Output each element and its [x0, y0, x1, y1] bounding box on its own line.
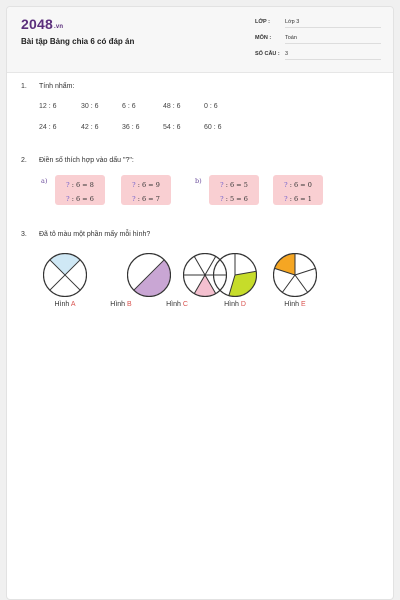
expression: 42 : 6 [81, 124, 99, 131]
expression: 54 : 6 [163, 124, 181, 131]
meta-value-subject: Toán [285, 35, 381, 44]
question-number: 1. [21, 83, 27, 90]
equation-box [121, 175, 171, 205]
caption-letter: D [240, 301, 246, 308]
figure-e [273, 253, 317, 297]
equation-line [273, 181, 323, 189]
expression: 0 : 6 [204, 103, 218, 110]
question-text: Điền số thích hợp vào dấu "?": [39, 157, 134, 164]
question-3 [21, 231, 150, 238]
logo-suffix: .vn [53, 24, 64, 30]
question-text: Đã tô màu một phần mấy mỗi hình? [39, 231, 151, 238]
caption-word: Hình [284, 301, 300, 308]
question-1 [21, 83, 74, 90]
shaded-sector [134, 260, 170, 296]
logo[interactable] [21, 16, 63, 32]
divider-line [295, 275, 308, 292]
expression: 60 : 6 [204, 124, 222, 131]
question-number: 2. [21, 157, 27, 164]
caption-letter: B [127, 301, 132, 308]
equation-rest: : 6 = 6 [69, 195, 94, 203]
logo-text: 2048 [21, 16, 53, 32]
worksheet-title: Bài tập Bảng chia 6 có đáp án [21, 37, 135, 46]
figure-caption-c [147, 301, 207, 308]
meta-value-class: Lớp 3 [285, 19, 381, 28]
equation-line [273, 195, 323, 203]
blank-mark[interactable]: ? [284, 195, 288, 203]
worksheet [6, 6, 394, 600]
blank-mark[interactable]: ? [220, 181, 224, 189]
equation-line [121, 195, 171, 203]
expression: 12 : 6 [39, 103, 57, 110]
expression: 6 : 6 [122, 103, 136, 110]
divider-line [295, 268, 315, 275]
blank-mark[interactable]: ? [132, 195, 136, 203]
equation-rest: : 5 = 6 [223, 195, 248, 203]
figure-b [127, 253, 171, 297]
figure-caption-b [91, 301, 151, 308]
figure-caption-a [35, 301, 95, 308]
part-b-label: b) [195, 177, 202, 185]
caption-letter: A [70, 301, 76, 308]
figure-d [213, 253, 257, 297]
caption-letter: E [301, 301, 306, 308]
question-text: Tính nhẩm: [39, 83, 75, 90]
worksheet-header [7, 7, 393, 73]
equation-line [121, 181, 171, 189]
caption-word: Hình [110, 301, 126, 308]
figure-caption-d [205, 301, 265, 308]
equation-rest: : 6 = 9 [135, 181, 160, 189]
divider-line [282, 275, 295, 292]
blank-mark[interactable]: ? [66, 195, 70, 203]
question-2 [21, 157, 134, 164]
expression: 48 : 6 [163, 103, 181, 110]
equation-rest: : 6 = 0 [287, 181, 312, 189]
equation-line [55, 181, 105, 189]
expression: 36 : 6 [122, 124, 140, 131]
equation-rest: : 6 = 1 [287, 195, 312, 203]
meta-label-subject: MÔN : [255, 35, 272, 41]
meta-label-class: LỚP : [255, 19, 270, 25]
equation-line [209, 195, 259, 203]
blank-mark[interactable]: ? [132, 181, 136, 189]
equation-box [55, 175, 105, 205]
figure-caption-e [265, 301, 325, 308]
equation-box [273, 175, 323, 205]
equation-rest: : 6 = 5 [223, 181, 248, 189]
expression: 30 : 6 [81, 103, 99, 110]
question-number: 3. [21, 231, 27, 238]
blank-mark[interactable]: ? [66, 181, 70, 189]
figure-a [43, 253, 87, 297]
equation-box [209, 175, 259, 205]
meta-value-count: 3 [285, 51, 381, 60]
equation-line [55, 195, 105, 203]
expression: 24 : 6 [39, 124, 57, 131]
blank-mark[interactable]: ? [220, 195, 224, 203]
equation-line [209, 181, 259, 189]
blank-mark[interactable]: ? [284, 181, 288, 189]
meta-label-count: SỐ CÂU : [255, 51, 280, 57]
caption-word: Hình [166, 301, 181, 308]
equation-rest: : 6 = 8 [69, 181, 94, 189]
caption-letter: C [182, 301, 188, 308]
caption-word: Hình [54, 301, 70, 308]
part-a-label: a) [41, 177, 48, 185]
shaded-sector [229, 271, 257, 296]
caption-word: Hình [224, 301, 239, 308]
equation-rest: : 6 = 7 [135, 195, 160, 203]
